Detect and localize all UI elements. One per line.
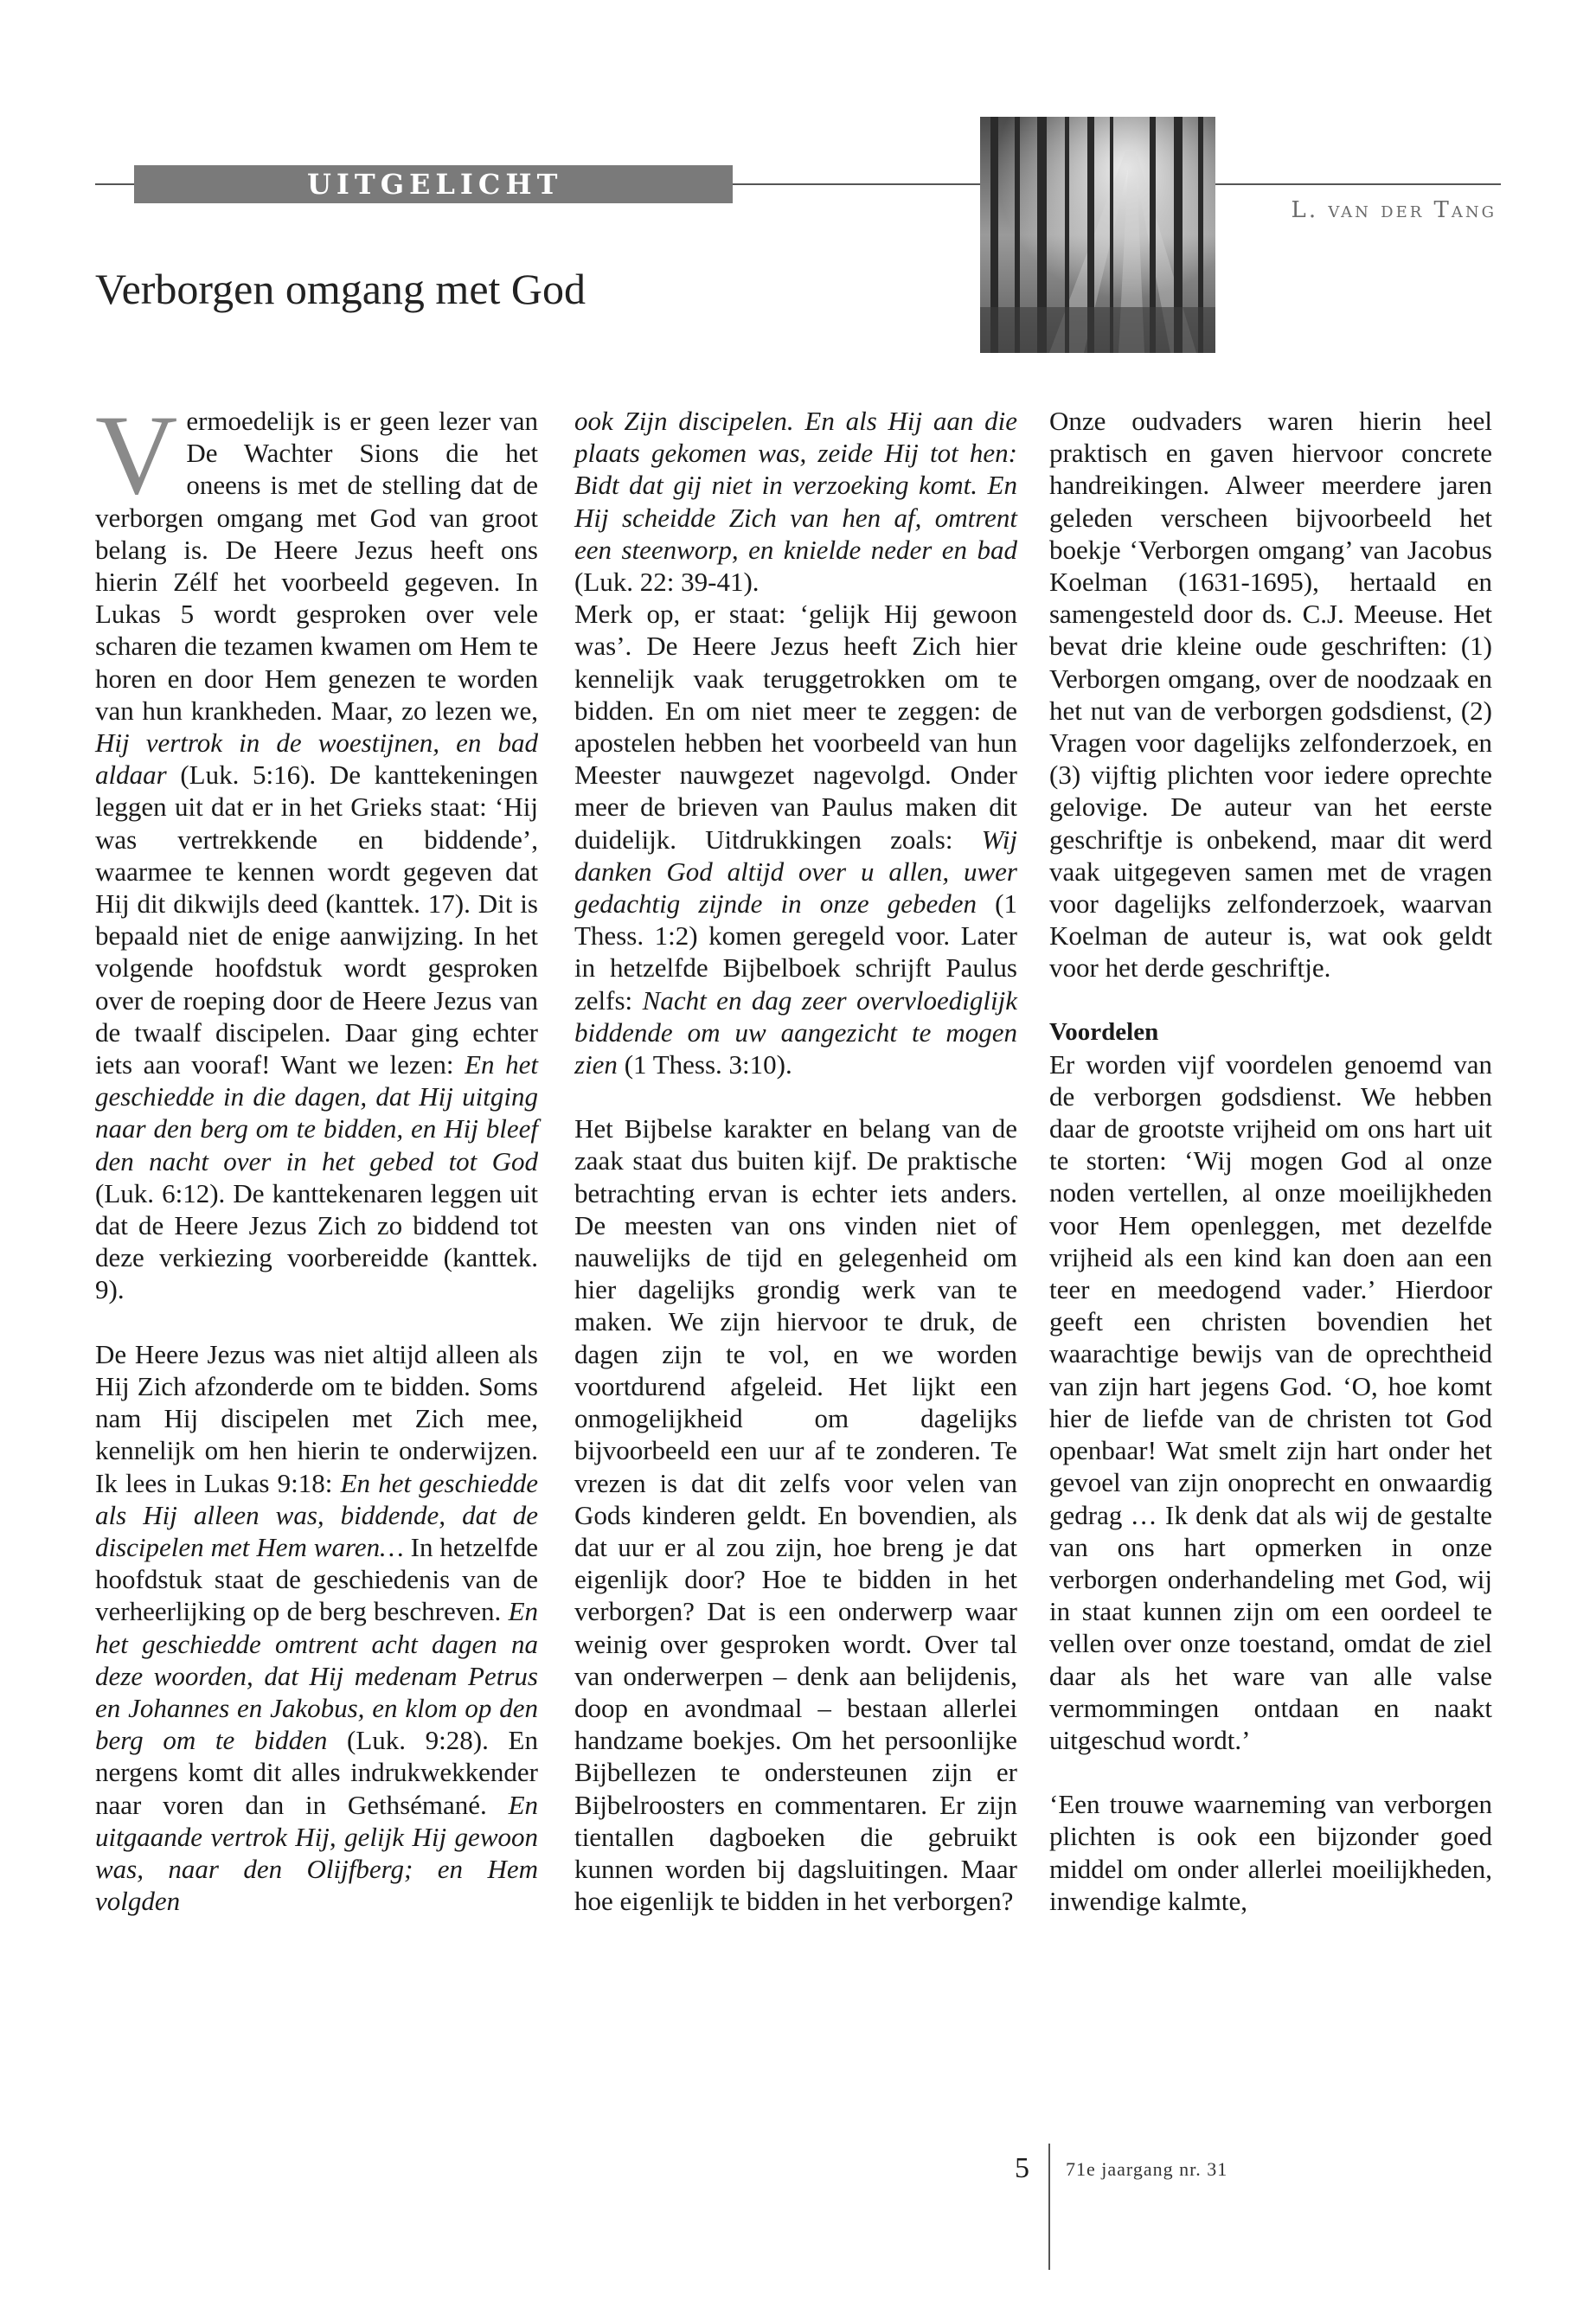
paragraph: De Heere Jezus was niet altijd alleen als Hij Zich afzonderde om te bidden. Soms nam Hij discipelen met Zich mee, kennelijk om hen hierin te onderwijzen. Ik lees in Lukas 9:18: En het geschiedde als Hij alleen was, biddende, dat de discipelen met Hem waren… In hetzelfde hoofdstuk staat de geschiedenis van de verheerlijking op de berg beschreven. En het geschiedde omtrent acht dagen na deze woorden, dat Hij medenam Petrus en Johannes en Jakobus, en klom op den berg om te bidden (Luk. 9:28). En nergens komt dit alles indrukwekkender naar voren dan in Gethsémané. En uitgaande vertrok Hij, gelijk Hij gewoon was, naar den Olijfberg; en Hem volgden	[95, 1338, 538, 1917]
author-name: L. van der Tang	[1291, 197, 1497, 223]
column-2	[574, 405, 1017, 1917]
paragraph: Vermoedelijk is er geen lezer van De Wachter Sions die het oneens is met de stelling dat de verborgen omgang met God van groot belang is. De Heere Jezus heeft ons hierin Zélf het voorbeeld gegeven. In Lukas 5 wordt gesproken over vele scharen die tezamen kwamen om Hem te horen en door Hem genezen te worden van hun krankheden. Maar, zo lezen we, Hij vertrok in de woestijnen, en bad aldaar (Luk. 5:16). De kanttekeningen leggen uit dat er in het Grieks staat: ‘Hij was vertrekkende en biddende’, waarmee te kennen wordt gegeven dat Hij dit dikwijls deed (kanttek. 17). Dit is bepaald niet de enige aanwijzing. In het volgende hoofdstuk wordt gesproken over de roeping door de Heere Jezus van de twaalf discipelen. Daar ging echter iets aan vooraf! Want we lezen: En het geschiedde in die dagen, dat Hij uitging naar den berg om te bidden, en Hij bleef den nacht over in het gebed tot God (Luk. 6:12). De kanttekenaren leggen uit dat de Heere Jezus Zich zo biddend tot deze verkiezing voorbereidde (kanttek. 9).	[95, 391, 538, 1305]
drop-cap: V	[95, 391, 178, 518]
column-3	[1049, 405, 1492, 1917]
section-heading: Voordelen	[1049, 1017, 1159, 1046]
column-1	[95, 391, 538, 1917]
page-number: 5	[1015, 2152, 1029, 2184]
paragraph: Merk op, er staat: ‘gelijk Hij gewoon was’. De Heere Jezus heeft Zich hier kennelijk vaak teruggetrokken om te bidden. En om niet meer te zeggen: de apostelen hebben het voorbeeld van hun Meester nauwgezet nagevolgd. Onder meer de brieven van Paulus maken dit duidelijk. Uitdrukkingen zoals: Wij danken God altijd over u allen, uwer gedachtig zijnde in onze gebeden (1 Thess. 1:2) komen geregeld voor. Later in hetzelfde Bijbelboek schrijft Paulus zelfs: Nacht en dag zeer overvloediglijk biddende om uw aangezicht te mogen zien (1 Thess. 3:10).	[574, 599, 1018, 1080]
paragraph: Er worden vijf voordelen genoemd van de verborgen godsdienst. We hebben daar de grootste vrijheid om ons hart uit te storten: ‘Wij mogen God al onze noden vertellen, al onze moeilijkheden voor Hem openleggen, met dezelfde vrijheid als een kind kan doen aan een teer en meedogend vader.’ Hierdoor geeft een christen bovendien het waarachtige bewijs van de oprechtheid van zijn hart jegens God. ‘O, hoe komt hier de liefde van de christen tot God openbaar! Wat smelt zijn hart onder het gevoel van zijn onoprecht en onwaardig gedrag … Ik denk dat als wij de gestalte van ons hart opmerken in onze verborgen onderhandeling met God, wij in staat kunnen zijn om een oordeel te vellen over onze toestand, omdat de ziel daar als het ware van alle valse vermommingen ontdaan en naakt uitgeschud wordt.’	[1049, 1048, 1492, 1755]
paragraph: Het Bijbelse karakter en belang van de zaak staat dus buiten kijf. De praktische betrachting ervan is echter iets anders. De meesten van ons vinden niet of nauwelijks de tijd en gelegenheid om hier dagelijks grondig werk van te maken. We zijn hiervoor te druk, de dagen zijn te vol, en we worden voortdurend afgeleid. Het lijkt een onmogelijkheid om dagelijks bijvoorbeeld een uur af te zonderen. Te vrezen is dat dit zelfs voor velen van Gods kinderen geldt. En bovendien, als dat uur er al zou zijn, hoe breng je dat eigenlijk door? Hoe te bidden in het verborgen? Dat is een onderwerp waar weinig over gesproken wordt. Over tal van onderwerpen – denk aan belijdenis, doop en avondmaal – bestaan allerlei handzame boekjes. Om het persoonlijke Bijbellezen te ondersteunen zijn er Bijbelroosters en commentaren. Er zijn tientallen dagboeken die gebruikt kunnen worden bij dagsluitingen. Maar hoe eigenlijk te bidden in het verborgen?	[574, 1113, 1017, 1917]
forest-photo	[980, 117, 1215, 353]
paragraph: Onze oudvaders waren hierin heel praktisch en gaven hiervoor concrete handreikingen. Alweer meerdere jaren geleden verscheen bijvoorbeeld het boekje ‘Verborgen omgang’ van Jacobus Koelman (1631-1695), hertaald en samengesteld door ds. C.J. Meeuse. Het bevat drie kleine oude geschriften: (1) Verborgen omgang, over de noodzaak en het nut van de verborgen godsdienst, (2) Vragen voor dagelijks zelfonderzoek, en (3) vijftig plichten voor iedere oprechte gelovige. De auteur van het eerste geschriftje is onbekend, maar dit werd vaak uitgegeven samen met de vragen voor dagelijks zelfonderzoek, waarvan Koelman de auteur is, wat ook geldt voor het derde geschriftje.	[1049, 406, 1492, 984]
issue-label: 71e jaargang nr. 31	[1066, 2158, 1228, 2180]
article-title: Verborgen omgang met God	[95, 265, 586, 313]
paragraph: ‘Een trouwe waarneming van verborgen plichten is ook een bijzonder goed middel om onder allerlei moeilijkheden, inwendige kalmte,	[1049, 1789, 1492, 1916]
header-rule-left	[95, 183, 134, 185]
footer-divider	[1048, 2144, 1050, 2270]
paragraph: ook Zijn discipelen. En als Hij aan die plaats gekomen was, zeide Hij tot hen: Bidt dat gij niet in verzoeking komt. En Hij scheidde Zich van hen af, omtrent een steenworp, en knielde neder en bad (Luk. 22: 39-41).	[574, 406, 1017, 598]
section-label: UITGELICHT	[134, 165, 733, 203]
